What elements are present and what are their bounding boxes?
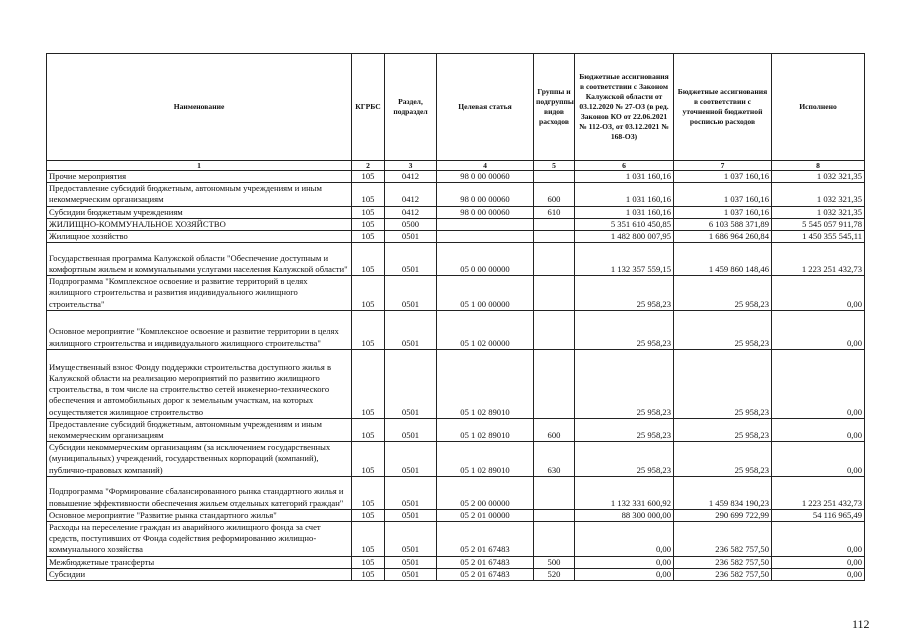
cell-refined-allocations: 236 582 757,50 [674,556,772,568]
cell-refined-allocations: 25 958,23 [674,442,772,477]
cell-refined-allocations: 1 037 160,16 [674,206,772,218]
cell-executed: 0,00 [772,568,865,580]
cell-name: Субсидии [47,568,352,580]
cell-refined-allocations: 1 686 964 260,84 [674,231,772,243]
cell-refined-allocations: 236 582 757,50 [674,568,772,580]
table-row [47,218,865,230]
cell-refined-allocations: 1 459 860 148,46 [674,243,772,276]
cell-kgrbs: 105 [352,243,385,276]
cell-executed: 5 545 057 911,78 [772,218,865,230]
cell-law-allocations: 1 482 800 007,95 [575,231,674,243]
cell-refined-allocations: 6 103 588 371,89 [674,218,772,230]
cell-section: 0501 [385,568,437,580]
column-number: 7 [674,161,772,171]
cell-refined-allocations: 1 037 160,16 [674,171,772,183]
column-number: 4 [437,161,534,171]
cell-refined-allocations: 25 958,23 [674,276,772,311]
cell-expense-group [534,509,575,521]
header-name: Наименование [47,54,352,161]
cell-executed: 0,00 [772,276,865,311]
cell-section: 0501 [385,442,437,477]
cell-kgrbs: 105 [352,231,385,243]
cell-law-allocations: 0,00 [575,556,674,568]
cell-kgrbs: 105 [352,183,385,206]
cell-name: Жилищное хозяйство [47,231,352,243]
cell-executed: 0,00 [772,310,865,349]
cell-target-article: 05 1 02 89010 [437,418,534,441]
table-row [47,476,865,509]
budget-table [46,53,865,581]
cell-law-allocations: 25 958,23 [575,310,674,349]
header-refined-allocations: Бюджетные ассигнования в соответствии с уточненной бюджетной росписью расходов [674,54,772,161]
cell-kgrbs: 105 [352,171,385,183]
cell-target-article: 05 1 02 00000 [437,310,534,349]
column-number: 5 [534,161,575,171]
cell-refined-allocations: 25 958,23 [674,310,772,349]
cell-name: ЖИЛИЩНО-КОММУНАЛЬНОЕ ХОЗЯЙСТВО [47,218,352,230]
column-number: 3 [385,161,437,171]
table-row [47,349,865,418]
cell-executed: 1 032 321,35 [772,206,865,218]
cell-target-article: 05 2 01 67483 [437,556,534,568]
cell-target-article: 05 2 01 67483 [437,522,534,557]
cell-kgrbs: 105 [352,206,385,218]
cell-name: Субсидии некоммерческим организациям (за исключением государственных (муниципальных) учреждений, государственных корпораций (компаний), публично-правовых компаний) [47,442,352,477]
cell-law-allocations: 88 300 000,00 [575,509,674,521]
cell-name: Предоставление субсидий бюджетным, автономным учреждениям и иным некоммерческим организациям [47,183,352,206]
cell-expense-group [534,349,575,418]
cell-law-allocations: 1 132 357 559,15 [575,243,674,276]
cell-name: Основное мероприятие "Комплексное освоение и развитие территории в целях жилищного строительства и индивидуального жилищного строительства" [47,310,352,349]
cell-kgrbs: 105 [352,556,385,568]
cell-expense-group [534,218,575,230]
cell-section: 0412 [385,206,437,218]
cell-name: Предоставление субсидий бюджетным, автономным учреждениям и иным некоммерческим организациям [47,418,352,441]
cell-executed: 0,00 [772,442,865,477]
cell-kgrbs: 105 [352,276,385,311]
cell-refined-allocations: 236 582 757,50 [674,522,772,557]
cell-expense-group: 520 [534,568,575,580]
cell-target-article: 05 1 02 89010 [437,442,534,477]
cell-kgrbs: 105 [352,442,385,477]
cell-refined-allocations: 25 958,23 [674,349,772,418]
cell-name: Государственная программа Калужской области "Обеспечение доступным и комфортным жильем и коммунальными услугами населения Калужской области" [47,243,352,276]
cell-kgrbs: 105 [352,476,385,509]
cell-law-allocations: 0,00 [575,568,674,580]
header-kgrbs: КГРБС [352,54,385,161]
table-row [47,276,865,311]
header-law-allocations: Бюджетные ассигнования в соответствии с Законом Калужской области от 03.12.2020 № 27-ОЗ (в ред. Законов КО от 22.06.2021 № 112-ОЗ, от 03.12.2021 № 168-ОЗ) [575,54,674,161]
cell-law-allocations: 0,00 [575,522,674,557]
cell-law-allocations: 1 031 160,16 [575,171,674,183]
cell-expense-group [534,171,575,183]
cell-target-article: 05 2 01 00000 [437,509,534,521]
cell-expense-group: 610 [534,206,575,218]
cell-expense-group [534,522,575,557]
cell-executed: 1 450 355 545,11 [772,231,865,243]
cell-target-article: 05 2 00 00000 [437,476,534,509]
cell-section: 0500 [385,218,437,230]
cell-kgrbs: 105 [352,568,385,580]
column-number: 1 [47,161,352,171]
header-expense-group: Группы и подгруппы видов расходов [534,54,575,161]
header-target-article: Целевая статья [437,54,534,161]
cell-expense-group [534,476,575,509]
cell-name: Межбюджетные трансферты [47,556,352,568]
cell-section: 0501 [385,509,437,521]
header-section: Раздел, подраздел [385,54,437,161]
table-row [47,310,865,349]
cell-executed: 1 223 251 432,73 [772,476,865,509]
cell-target-article: 98 0 00 00060 [437,171,534,183]
cell-refined-allocations: 290 699 722,99 [674,509,772,521]
cell-executed: 0,00 [772,522,865,557]
cell-target-article: 05 2 01 67483 [437,568,534,580]
cell-name: Субсидии бюджетным учреждениям [47,206,352,218]
cell-name: Подпрограмма "Комплексное освоение и развитие территорий в целях жилищного строительства и развития индивидуального жилищного строительства" [47,276,352,311]
cell-target-article: 98 0 00 00060 [437,183,534,206]
cell-executed: 0,00 [772,349,865,418]
table-row [47,442,865,477]
cell-law-allocations: 1 031 160,16 [575,206,674,218]
cell-executed: 1 032 321,35 [772,183,865,206]
cell-expense-group: 600 [534,418,575,441]
header-executed: Исполнено [772,54,865,161]
cell-section: 0501 [385,243,437,276]
page-number: 112 [852,617,870,631]
cell-section: 0501 [385,522,437,557]
cell-law-allocations: 1 031 160,16 [575,183,674,206]
cell-section: 0501 [385,418,437,441]
cell-target-article [437,218,534,230]
cell-section: 0501 [385,349,437,418]
column-number: 8 [772,161,865,171]
cell-kgrbs: 105 [352,522,385,557]
cell-name: Основное мероприятие "Развитие рынка стандартного жилья" [47,509,352,521]
column-number: 6 [575,161,674,171]
cell-name: Расходы на переселение граждан из аварийного жилищного фонда за счет средств, поступивших от Фонда содействия реформированию жилищно-коммунального хозяйства [47,522,352,557]
table-row [47,418,865,441]
cell-executed: 1 223 251 432,73 [772,243,865,276]
cell-expense-group [534,310,575,349]
cell-section: 0501 [385,276,437,311]
cell-executed: 1 032 321,35 [772,171,865,183]
cell-refined-allocations: 25 958,23 [674,418,772,441]
table-row [47,171,865,183]
cell-target-article [437,231,534,243]
cell-kgrbs: 105 [352,349,385,418]
cell-target-article: 05 1 00 00000 [437,276,534,311]
cell-section: 0412 [385,171,437,183]
cell-expense-group [534,276,575,311]
cell-expense-group [534,231,575,243]
cell-section: 0501 [385,556,437,568]
cell-expense-group: 500 [534,556,575,568]
column-number: 2 [352,161,385,171]
cell-law-allocations: 5 351 610 450,85 [575,218,674,230]
table-row [47,556,865,568]
cell-kgrbs: 105 [352,509,385,521]
cell-target-article: 05 0 00 00000 [437,243,534,276]
table-row [47,243,865,276]
cell-section: 0501 [385,310,437,349]
cell-executed: 0,00 [772,556,865,568]
cell-section: 0412 [385,183,437,206]
column-numbers-row [47,161,865,171]
cell-law-allocations: 25 958,23 [575,276,674,311]
cell-kgrbs: 105 [352,218,385,230]
table-row [47,509,865,521]
cell-law-allocations: 25 958,23 [575,349,674,418]
cell-section: 0501 [385,231,437,243]
table-row [47,522,865,557]
table-row [47,231,865,243]
cell-section: 0501 [385,476,437,509]
cell-kgrbs: 105 [352,310,385,349]
cell-expense-group [534,243,575,276]
cell-executed: 0,00 [772,418,865,441]
cell-kgrbs: 105 [352,418,385,441]
table-row [47,568,865,580]
cell-expense-group: 630 [534,442,575,477]
cell-refined-allocations: 1 037 160,16 [674,183,772,206]
cell-law-allocations: 1 132 331 600,92 [575,476,674,509]
cell-name: Имущественный взнос Фонду поддержки строительства доступного жилья в Калужской области на реализацию мероприятий по развитию жилищного строительства, в том числе на строительство сетей инженерно-технического обеспечения и автомобильных дорог к земельным участкам, на которых осуществляется жилищное строительство [47,349,352,418]
table-row [47,183,865,206]
cell-target-article: 05 1 02 89010 [437,349,534,418]
table-row [47,206,865,218]
cell-expense-group: 600 [534,183,575,206]
cell-name: Прочие мероприятия [47,171,352,183]
cell-target-article: 98 0 00 00060 [437,206,534,218]
cell-law-allocations: 25 958,23 [575,418,674,441]
cell-law-allocations: 25 958,23 [575,442,674,477]
header-row [47,54,865,161]
cell-refined-allocations: 1 459 834 190,23 [674,476,772,509]
cell-executed: 54 116 965,49 [772,509,865,521]
cell-name: Подпрограмма "Формирование сбалансированного рынка стандартного жилья и повышение эффективности обеспечения жильем отдельных категорий граждан" [47,476,352,509]
